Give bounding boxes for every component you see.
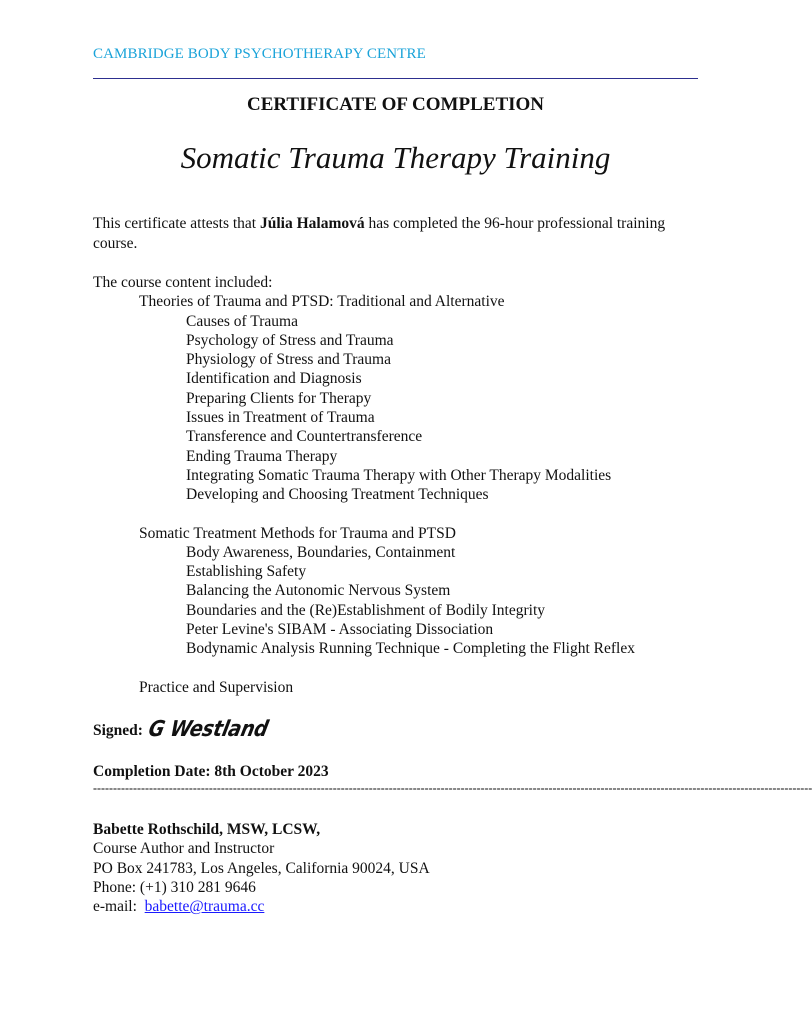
list-item: Establishing Safety [186, 563, 307, 581]
contact-name: Babette Rothschild, MSW, LCSW, [93, 821, 321, 838]
completion-date: Completion Date: 8th October 2023 [93, 763, 329, 780]
attestation-paragraph [93, 214, 693, 254]
email-label: e-mail: [93, 898, 137, 916]
list-item: Ending Trauma Therapy [186, 447, 338, 465]
signed-label: Signed: [93, 722, 143, 739]
list-item: Transference and Countertransference [186, 428, 423, 446]
spacer [93, 659, 733, 678]
course-title: Somatic Trauma Therapy Training [180, 140, 611, 175]
attest-prefix: This certificate attests that [93, 215, 260, 232]
list-item: Physiology of Stress and Trauma [186, 351, 391, 369]
list-item: Integrating Somatic Trauma Therapy with Other Therapy Modalities [186, 466, 612, 484]
list-item: Psychology of Stress and Trauma [186, 331, 394, 349]
list-item: Causes of Trauma [186, 312, 298, 330]
contact-block [93, 820, 430, 916]
certificate-heading: CERTIFICATE OF COMPLETION [246, 94, 545, 115]
section-title: Theories of Trauma and PTSD: Traditional and Alternative [139, 293, 505, 311]
list-item: Boundaries and the (Re)Establishment of Bodily Integrity [186, 601, 546, 619]
list-item: Preparing Clients for Therapy [186, 389, 372, 407]
organization-header: CAMBRIDGE BODY PSYCHOTHERAPY CENTRE [93, 46, 426, 62]
signature-image: G Westland [146, 716, 271, 742]
contact-phone: Phone: (+1) 310 281 9646 [93, 878, 256, 896]
list-item: Issues in Treatment of Trauma [186, 409, 375, 427]
attest-suffix: has completed the 96-hour professional training course. [93, 215, 666, 252]
list-item: Developing and Choosing Treatment Techniques [186, 486, 489, 504]
spacer [93, 505, 733, 524]
course-content [93, 273, 733, 697]
list-item: Identification and Diagnosis [186, 370, 362, 388]
signature-line [93, 716, 271, 742]
dashed-divider: ------------------------------------------------------------------------------------------------------------------------------------------------------------------------------------ [93, 781, 812, 795]
section-title: Somatic Treatment Methods for Trauma and PTSD [139, 524, 456, 542]
content-intro: The course content included: [93, 274, 273, 291]
list-item: Peter Levine's SIBAM - Associating Dissociation [186, 621, 494, 639]
recipient-name: Júlia Halamová [260, 215, 365, 232]
list-item: Bodynamic Analysis Running Technique - Completing the Flight Reflex [186, 640, 635, 658]
list-item: Balancing the Autonomic Nervous System [186, 582, 451, 600]
contact-email-line [93, 897, 430, 916]
email-link[interactable]: babette@trauma.cc [144, 898, 265, 916]
header-rule [93, 78, 698, 79]
contact-role: Course Author and Instructor [93, 840, 275, 858]
contact-address: PO Box 241783, Los Angeles, California 90024, USA [93, 859, 430, 877]
list-item: Body Awareness, Boundaries, Containment [186, 543, 456, 561]
section-title: Practice and Supervision [139, 678, 294, 696]
